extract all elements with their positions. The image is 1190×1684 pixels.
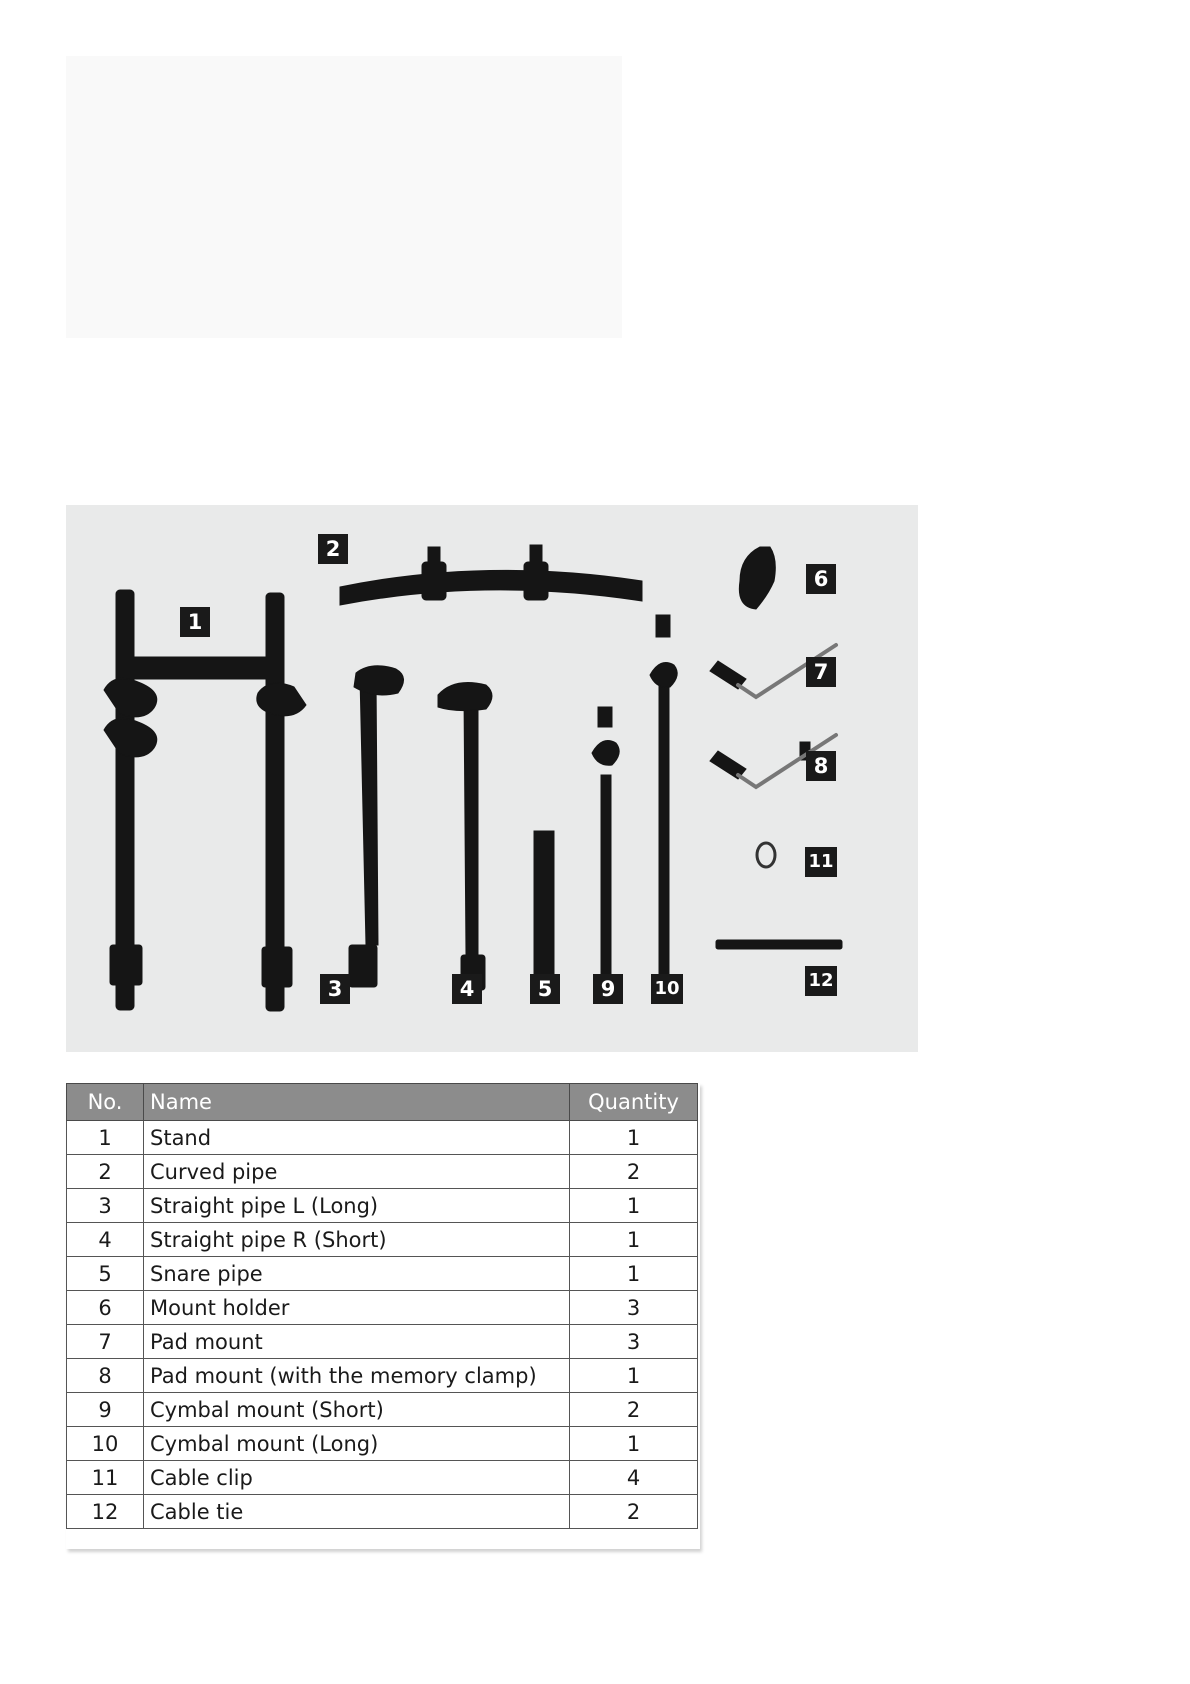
parts-photo (66, 505, 918, 1052)
row-no: 8 (67, 1359, 144, 1393)
table-row (67, 1291, 698, 1325)
table-row (67, 1461, 698, 1495)
row-no: 4 (67, 1223, 144, 1257)
callout-4: 4 (452, 974, 482, 1004)
row-name: Snare pipe (144, 1257, 570, 1291)
row-quantity: 1 (570, 1257, 698, 1291)
parts-table (66, 1083, 698, 1529)
header-name: Name (144, 1084, 570, 1121)
callout-8: 8 (806, 751, 836, 781)
callout-2: 2 (318, 534, 348, 564)
callout-11: 11 (805, 847, 837, 877)
blank-placeholder-area (66, 56, 622, 338)
row-quantity: 1 (570, 1427, 698, 1461)
cymbal-mount-long-part-image (650, 615, 677, 989)
table-header-row (67, 1084, 698, 1121)
row-no: 12 (67, 1495, 144, 1529)
row-quantity: 1 (570, 1121, 698, 1155)
row-name: Straight pipe R (Short) (144, 1223, 570, 1257)
table-row (67, 1189, 698, 1223)
callout-10: 10 (651, 974, 683, 1004)
row-quantity: 2 (570, 1495, 698, 1529)
straight-pipe-l-part-image (349, 666, 404, 987)
table-row (67, 1257, 698, 1291)
row-quantity: 1 (570, 1189, 698, 1223)
row-name: Pad mount (144, 1325, 570, 1359)
table-row (67, 1393, 698, 1427)
callout-3: 3 (320, 974, 350, 1004)
row-quantity: 3 (570, 1291, 698, 1325)
row-name: Cymbal mount (Long) (144, 1427, 570, 1461)
table-row (67, 1155, 698, 1189)
stand-part-image (104, 590, 306, 1011)
row-no: 5 (67, 1257, 144, 1291)
cymbal-mount-short-part-image (592, 707, 619, 987)
snare-pipe-part-image (534, 831, 554, 987)
callout-5: 5 (530, 974, 560, 1004)
row-no: 9 (67, 1393, 144, 1427)
row-name: Curved pipe (144, 1155, 570, 1189)
row-quantity: 4 (570, 1461, 698, 1495)
callout-12: 12 (805, 966, 837, 996)
row-name: Cymbal mount (Short) (144, 1393, 570, 1427)
table-row (67, 1325, 698, 1359)
header-no: No. (67, 1084, 144, 1121)
table-row (67, 1359, 698, 1393)
row-quantity: 2 (570, 1155, 698, 1189)
row-quantity: 3 (570, 1325, 698, 1359)
callout-9: 9 (593, 974, 623, 1004)
callout-7: 7 (806, 657, 836, 687)
callout-1: 1 (180, 607, 210, 637)
table-row (67, 1427, 698, 1461)
curved-pipe-part-image (340, 545, 642, 605)
header-quantity: Quantity (570, 1084, 698, 1121)
row-name: Pad mount (with the memory clamp) (144, 1359, 570, 1393)
row-no: 3 (67, 1189, 144, 1223)
row-name: Mount holder (144, 1291, 570, 1325)
parts-illustration (66, 505, 918, 1052)
row-name: Cable tie (144, 1495, 570, 1529)
row-no: 1 (67, 1121, 144, 1155)
table-row (67, 1121, 698, 1155)
row-no: 10 (67, 1427, 144, 1461)
row-quantity: 2 (570, 1393, 698, 1427)
row-no: 2 (67, 1155, 144, 1189)
table-row (67, 1223, 698, 1257)
row-name: Cable clip (144, 1461, 570, 1495)
row-no: 11 (67, 1461, 144, 1495)
cable-clip-part-image (757, 843, 775, 867)
row-quantity: 1 (570, 1359, 698, 1393)
row-no: 6 (67, 1291, 144, 1325)
straight-pipe-r-part-image (438, 683, 492, 990)
table-row (67, 1495, 698, 1529)
row-no: 7 (67, 1325, 144, 1359)
row-name: Straight pipe L (Long) (144, 1189, 570, 1223)
callout-6: 6 (806, 564, 836, 594)
row-name: Stand (144, 1121, 570, 1155)
cable-tie-part-image (716, 940, 842, 949)
row-quantity: 1 (570, 1223, 698, 1257)
mount-holder-part-image (739, 547, 775, 609)
